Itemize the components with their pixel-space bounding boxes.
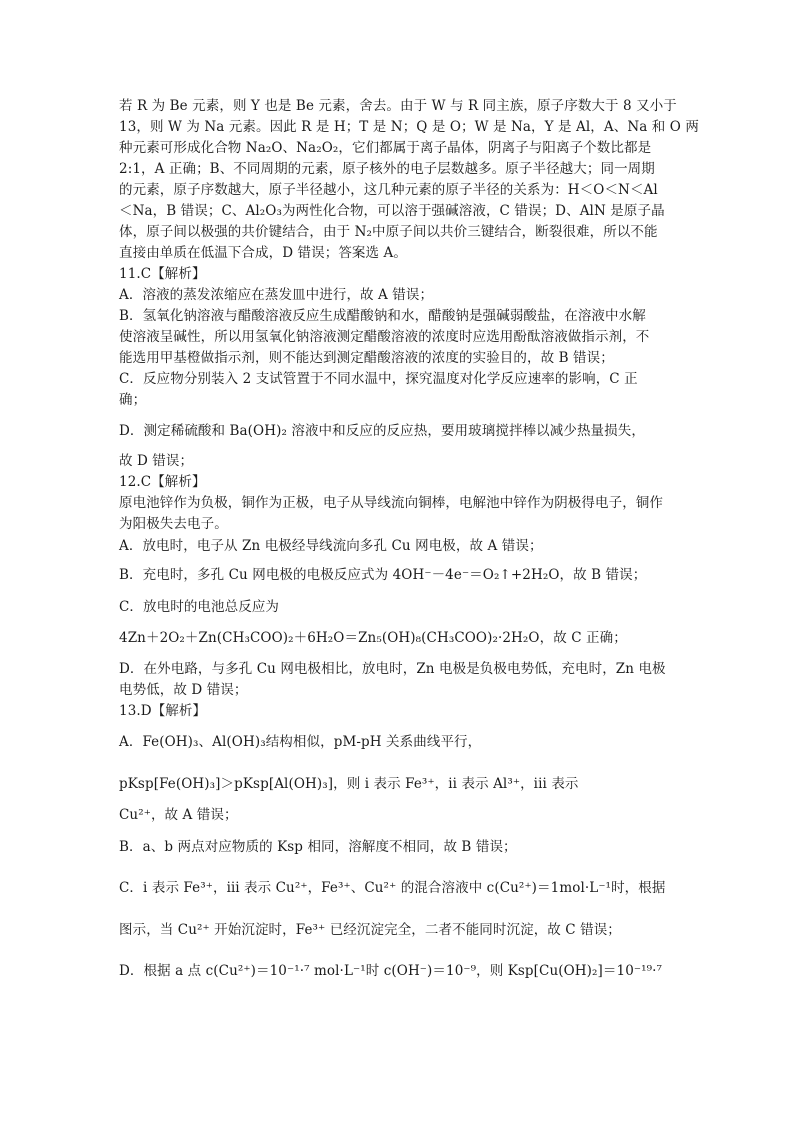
text-line: C．ⅰ 表示 Fe³⁺，ⅲ 表示 Cu²⁺，Fe³⁺、Cu²⁺ 的混合溶液中 c(Cu²⁺)＝1mol·L⁻¹时，根据 (119, 880, 666, 896)
text-line: 电势低，故 D 错误； (119, 682, 248, 698)
text-line: 直接由单质在低温下合成，D 错误；答案选 A。 (119, 245, 407, 261)
section-heading: 13.D【解析】 (119, 703, 207, 719)
text-line: A．溶液的蒸发浓缩应在蒸发皿中进行，故 A 错误； (119, 287, 434, 303)
text-line: B．a、b 两点对应物质的 Ksp 相同，溶解度不相同，故 B 错误； (119, 839, 517, 855)
text-line: C．放电时的电池总反应为 (119, 599, 280, 615)
text-line: 种元素可形成化合物 Na₂O、Na₂O₂，它们都属于离子晶体，阴离子与阳离子个数比都是 (119, 140, 652, 156)
section-heading: 12.C【解析】 (119, 474, 206, 490)
text-line: 故 D 错误； (119, 453, 194, 469)
equation-line: pKsp[Fe(OH)₃]＞pKsp[Al(OH)₃]，则 ⅰ 表示 Fe³⁺，ⅰⅰ 表示 Al³⁺，ⅰⅰⅰ 表示 (119, 776, 579, 792)
text-line: 的元素，原子序数越大，原子半径越小，这几种元素的原子半径的关系为：H＜O＜N＜Al (119, 182, 658, 198)
text-line: 2:1，A 正确；B、不同周期的元素，原子核外的电子层数越多。原子半径越大；同一周期 (119, 161, 655, 177)
text-line: 确； (119, 392, 147, 408)
text-line: 图示，当 Cu²⁺ 开始沉淀时，Fe³⁺ 已经沉淀完全，二者不能同时沉淀，故 C 错误； (119, 922, 621, 938)
text-line: 体，原子间以极强的共价键结合，由于 N₂中原子间以共价三键结合，断裂很难，所以不能 (119, 224, 658, 240)
text-line: 使溶液呈碱性，所以用氢氧化钠溶液测定醋酸溶液的浓度时应选用酚酞溶液做指示剂，不 (119, 329, 650, 345)
text-line: 能选用甲基橙做指示剂，则不能达到测定醋酸溶液的浓度的实验目的，故 B 错误； (119, 350, 614, 366)
text-line: A．Fe(OH)₃、Al(OH)₃结构相似，pM-pH 关系曲线平行， (119, 734, 482, 750)
text-line: B．充电时，多孔 Cu 网电极的电极反应式为 4OH⁻－4e⁻＝O₂↑+2H₂O，故 B 错误； (119, 567, 647, 583)
text-line: 为阳极失去电子。 (119, 516, 228, 532)
text-line: Cu²⁺，故 A 错误； (119, 807, 238, 823)
text-line: B．氢氧化钠溶液与醋酸溶液反应生成醋酸钠和水，醋酸钠是强碱弱酸盐，在溶液中水解 (119, 308, 646, 324)
equation-line: 4Zn＋2O₂＋Zn(CH₃COO)₂＋6H₂O＝Zn₅(OH)₈(CH₃COO)₂·2H₂O，故 C 正确； (119, 630, 627, 646)
text-line: D．测定稀硫酸和 Ba(OH)₂ 溶液中和反应的反应热，要用玻璃搅拌棒以减少热量损失， (119, 423, 645, 439)
text-line: D．在外电路，与多孔 Cu 网电极相比，放电时，Zn 电极是负极电势低，充电时，Zn 电极 (119, 661, 666, 677)
text-line: A．放电时，电子从 Zn 电极经导线流向多孔 Cu 网电极，故 A 错误； (119, 538, 543, 554)
text-line: ＜Na，B 错误；C、Al₂O₃为两性化合物，可以溶于强碱溶液，C 错误；D、AlN 是原子晶 (119, 203, 665, 219)
section-heading: 11.C【解析】 (119, 266, 206, 282)
text-line: 13，则 W 为 Na 元素。因此 R 是 H；T 是 N；Q 是 O；W 是 Na，Y 是 Al，A、Na 和 O 两 (119, 119, 699, 135)
text-line: C．反应物分别装入 2 支试管置于不同水温中，探究温度对化学反应速率的影响，C 正 (119, 371, 638, 387)
text-line: 若 R 为 Be 元素，则 Y 也是 Be 元素，舍去。由于 W 与 R 同主族，原子序数大于 8 又小于 (119, 98, 677, 114)
equation-line: D．根据 a 点 c(Cu²⁺)＝10⁻¹·⁷ mol·L⁻¹时 c(OH⁻)＝10⁻⁹，则 Ksp[Cu(OH)₂]＝10⁻¹⁹·⁷ (119, 963, 663, 979)
text-line: 原电池锌作为负极，铜作为正极，电子从导线流向铜棒，电解池中锌作为阴极得电子，铜作 (119, 495, 663, 511)
